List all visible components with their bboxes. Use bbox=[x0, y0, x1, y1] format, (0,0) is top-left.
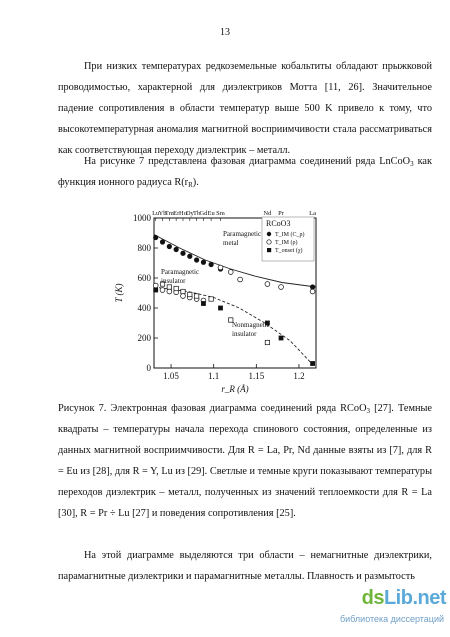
point-tim-rho bbox=[279, 285, 284, 290]
region-label-1: metal bbox=[223, 239, 239, 247]
point-tim-cp bbox=[167, 244, 172, 249]
y-tick-label: 0 bbox=[146, 363, 151, 373]
point-tonset-open bbox=[209, 297, 213, 301]
watermark-logo-lib: Lib.net bbox=[383, 587, 446, 609]
region-label-3: Nonmagnetic bbox=[232, 321, 270, 329]
paragraph-2-text-b: как функция ионного радиуса R(r bbox=[58, 156, 432, 188]
y-tick-label: 600 bbox=[137, 273, 151, 283]
point-tonset-open bbox=[167, 285, 171, 289]
x-axis-label: r_R (Å) bbox=[221, 384, 249, 394]
x-tick-label: 1.05 bbox=[163, 371, 179, 381]
point-tonset-open bbox=[194, 294, 198, 298]
paragraph-2-sub-2: R bbox=[188, 181, 193, 189]
watermark-logo-ds: ds bbox=[361, 587, 384, 609]
y-axis-label: T (K) bbox=[114, 283, 124, 303]
point-tim-cp bbox=[209, 262, 214, 267]
y-tick-label: 200 bbox=[137, 333, 151, 343]
element-label-gd: Gd bbox=[199, 210, 208, 217]
point-tonset-open bbox=[181, 289, 185, 293]
point-tonset-open bbox=[188, 292, 192, 296]
region-label-1: Paramagnetic bbox=[223, 230, 262, 238]
point-tim-rho bbox=[167, 289, 172, 294]
element-label-nd: Nd bbox=[263, 210, 272, 217]
legend-entry: T_IM (C_p) bbox=[275, 232, 305, 238]
point-tonset bbox=[153, 288, 158, 293]
element-label-lu: Lu bbox=[152, 210, 160, 217]
point-tim-cp bbox=[194, 257, 199, 262]
caption-text-b: [27]. Темные квадраты – температуры начала перехода спинового состояния, определенные из данных магнитной восприимчивости. Для R = La, Pr, Nd данные взяты из [7], для R = Eu из [28], для R = Y, Lu из [29]. Светлые и темные круги показывают температуры переходов диэлектрик – металл, полученных из значений теплоемкости для R = La [30], R = Pr ÷ Lu [27] и поведения сопротивления [25]. bbox=[58, 403, 432, 519]
legend-entry: T_IM (ρ) bbox=[275, 240, 298, 246]
point-tim-rho bbox=[310, 289, 315, 294]
paragraph-2-text-c: ). bbox=[192, 177, 199, 188]
point-tonset bbox=[201, 301, 206, 306]
y-tick-label: 800 bbox=[137, 243, 151, 253]
y-tick-label: 1000 bbox=[133, 213, 151, 223]
point-tim-rho bbox=[228, 270, 233, 275]
watermark-logo bbox=[362, 587, 446, 610]
legend-marker-tim-rho bbox=[267, 240, 271, 244]
page-number: 13 bbox=[220, 27, 230, 38]
point-tim-cp bbox=[153, 235, 158, 240]
legend-title: RCoO3 bbox=[266, 219, 291, 228]
element-label-sm: Sm bbox=[216, 210, 225, 217]
element-label-pr: Pr bbox=[278, 210, 284, 217]
paragraph-3 bbox=[58, 545, 432, 587]
point-tim-rho bbox=[238, 277, 243, 282]
watermark bbox=[338, 587, 446, 631]
paragraph-2-text-a: На рисунке 7 представлена фазовая диаграмма соединений ряда LnCoO bbox=[84, 156, 411, 167]
phase-diagram-chart bbox=[108, 196, 326, 396]
legend-marker-tim-cp bbox=[267, 232, 271, 236]
point-tim-cp bbox=[160, 239, 165, 244]
legend-entry: T_onset (χ) bbox=[275, 248, 303, 254]
point-tim-rho bbox=[265, 282, 270, 287]
point-tim-rho bbox=[181, 294, 186, 299]
point-tim-cp bbox=[174, 247, 179, 252]
point-tim-cp bbox=[187, 254, 192, 259]
paragraph-3-text: На этой диаграмме выделяются три области – немагнитные диэлектрики, парамагнитные диэлектрики и парамагнитные металлы. Плавность и размытость bbox=[58, 550, 432, 582]
y-tick-label: 400 bbox=[137, 303, 151, 313]
point-tim-rho bbox=[153, 283, 158, 288]
region-label-3: insulator bbox=[232, 330, 257, 338]
legend-marker-tonset bbox=[267, 248, 271, 252]
paragraph-2-sub-1: 3 bbox=[410, 160, 414, 168]
paragraph-2 bbox=[58, 151, 432, 193]
paragraph-1-text: При низких температурах редкоземельные кобальтиты обладают прыжковой проводимостью, характерной для диэлектриков Мотта [11, 26]. Значительное падение сопротивления в области температур выше 500 K привело к тому, что высокотемпературная аномалия магнитной восприимчивости стала рассматриваться как соответствующая переходу диэлектрик – металл. bbox=[58, 61, 432, 156]
point-tonset-open bbox=[265, 340, 269, 344]
figure-caption bbox=[58, 398, 432, 524]
point-tim-cp bbox=[180, 251, 185, 256]
element-label-dy: Dy bbox=[185, 210, 194, 217]
element-label-ho: Ho bbox=[179, 210, 187, 217]
caption-sub-1: 3 bbox=[366, 407, 371, 415]
point-tonset-open bbox=[174, 286, 178, 290]
element-label-er: Er bbox=[173, 210, 180, 217]
element-label-eu: Eu bbox=[207, 210, 215, 217]
point-tim-rho bbox=[218, 265, 223, 270]
element-label-la: La bbox=[309, 210, 317, 217]
x-tick-label: 1.2 bbox=[293, 371, 305, 381]
caption-text-a: Рисунок 7. Электронная фазовая диаграмма соединений ряда RCoO bbox=[58, 403, 367, 414]
point-tonset bbox=[310, 361, 315, 366]
paragraph-1 bbox=[58, 56, 432, 161]
phase-diagram-figure bbox=[108, 196, 326, 396]
x-tick-label: 1.1 bbox=[208, 371, 220, 381]
element-label-tb: Tb bbox=[193, 210, 201, 217]
point-tim-rho bbox=[160, 288, 165, 293]
region-label-2: insulator bbox=[161, 277, 186, 285]
element-label-yb: Yb bbox=[158, 210, 167, 217]
x-tick-label: 1.15 bbox=[248, 371, 265, 381]
point-tim-cp bbox=[201, 260, 206, 265]
point-tonset bbox=[218, 306, 223, 311]
point-tonset bbox=[279, 336, 284, 341]
element-label-tm: Tm bbox=[164, 210, 174, 217]
watermark-subtitle: библиотека диссертаций bbox=[339, 614, 444, 624]
region-label-2: Paramagnetic bbox=[161, 268, 200, 276]
